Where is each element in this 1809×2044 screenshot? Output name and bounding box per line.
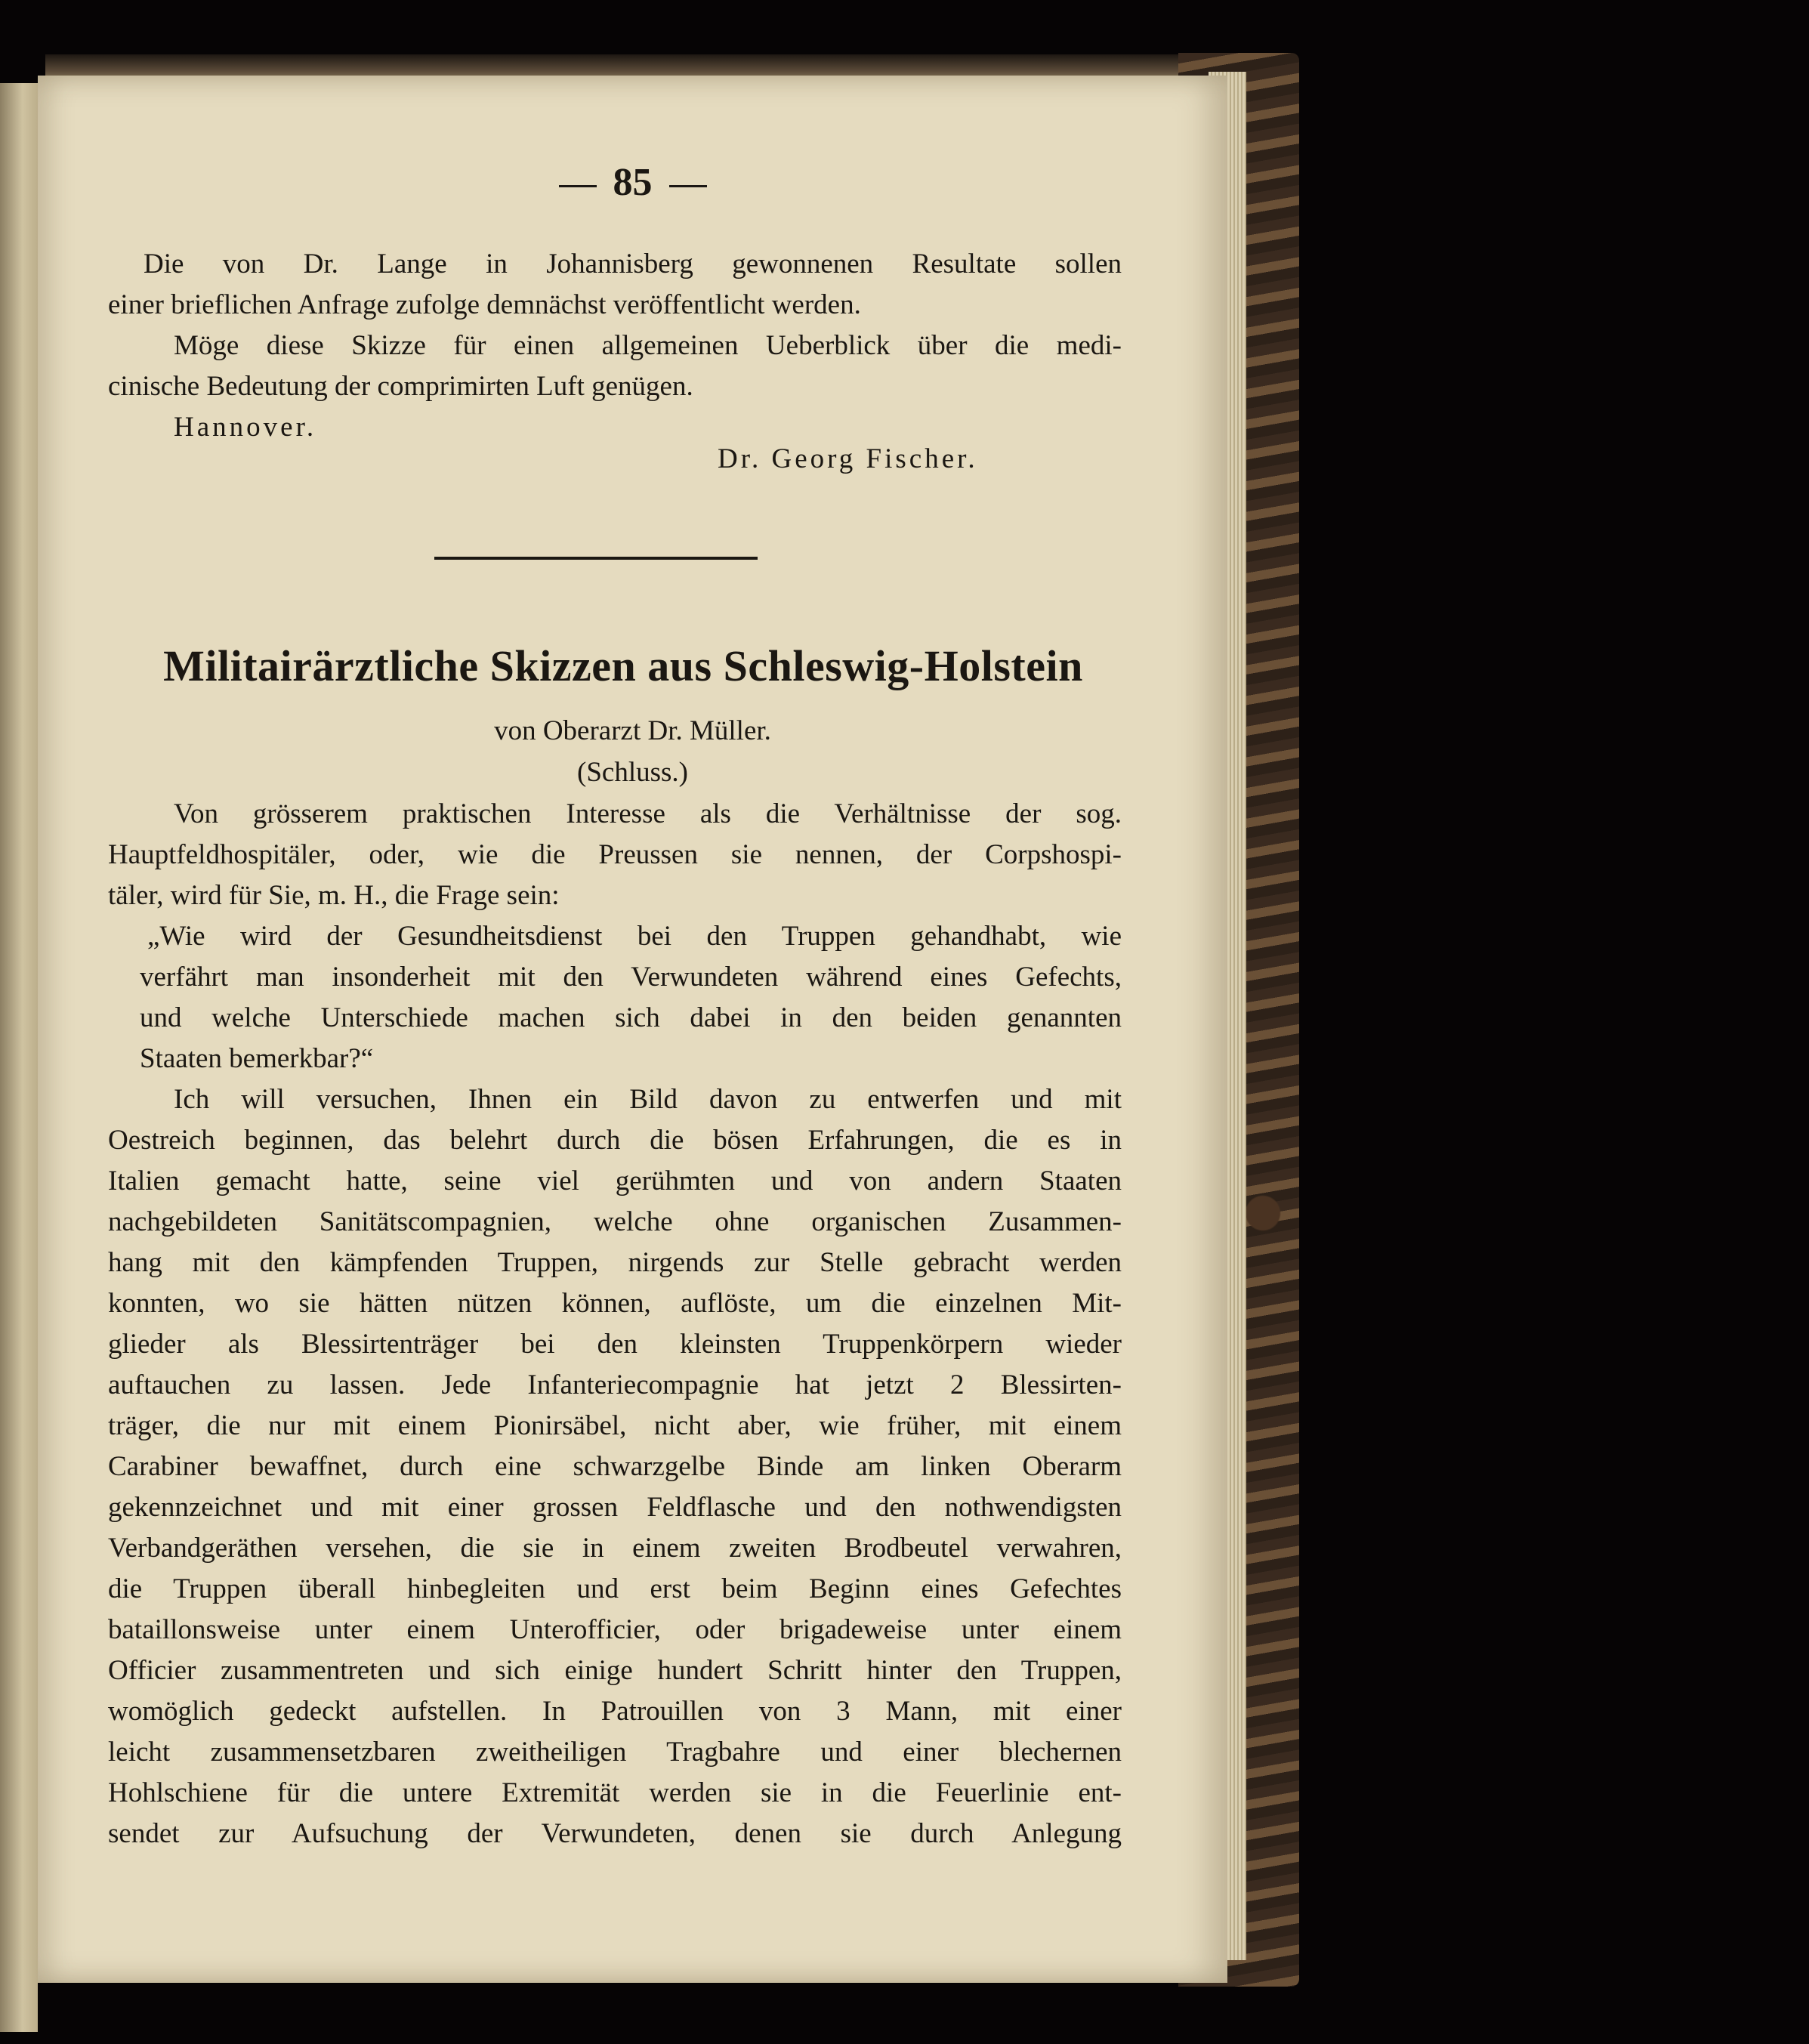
body-line: Staaten bemerkbar?“ — [140, 1043, 374, 1074]
body-line: Italien gemacht hatte, seine viel gerühmten und von andern Staaten — [108, 1166, 1122, 1196]
body-line: verfährt man insonderheit mit den Verwundeten während eines Gefechts, — [140, 962, 1122, 993]
intro-line: einer brieflichen Anfrage zufolge demnächst veröffentlicht werden. — [108, 289, 861, 320]
body-line: Officier zusammentreten und sich einige hundert Schritt hinter den Truppen, — [108, 1655, 1122, 1686]
body-line: sendet zur Aufsuchung der Verwundeten, denen sie durch Anlegung — [108, 1818, 1122, 1849]
intro-line: Die von Dr. Lange in Johannisberg gewonnenen Resultate sollen — [144, 249, 1122, 279]
header-dash-left — [559, 185, 597, 187]
body-line: Von grösserem praktischen Interesse als die Verhältnisse der sog. — [174, 798, 1122, 829]
body-line: bataillonsweise unter einem Unterofficier, oder brigadeweise unter einem — [108, 1614, 1122, 1645]
body-line: Verbandgeräthen versehen, die sie in einem zweiten Brodbeutel verwahren, — [108, 1533, 1122, 1564]
intro-line: cinische Bedeutung der comprimirten Luft genügen. — [108, 371, 693, 402]
header-dash-right — [669, 185, 707, 187]
page-header — [38, 160, 1227, 205]
signature-line: Dr. Georg Fischer. — [718, 443, 978, 474]
body-line: Ich will versuchen, Ihnen ein Bild davon zu entwerfen und mit — [174, 1084, 1122, 1115]
body-line: die Truppen überall hinbegleiten und erst beim Beginn eines Gefechtes — [108, 1573, 1122, 1604]
article-byline: von Oberarzt Dr. Müller. — [494, 715, 771, 746]
body-line: hang mit den kämpfenden Truppen, nirgends zur Stelle gebracht werden — [108, 1247, 1122, 1278]
body-line: und welche Unterschiede machen sich dabei in den beiden genannten — [140, 1002, 1122, 1033]
page-number: 85 — [613, 161, 653, 204]
body-line: träger, die nur mit einem Pionirsäbel, nicht aber, wie früher, mit einem — [108, 1410, 1122, 1441]
body-line: gekennzeichnet und mit einer grossen Feldflasche und den nothwendigsten — [108, 1492, 1122, 1523]
body-line: konnten, wo sie hätten nützen können, auflöste, um die einzelnen Mit- — [108, 1288, 1122, 1319]
body-line: Hauptfeldhospitäler, oder, wie die Preussen sie nennen, der Corpshospi- — [108, 839, 1122, 870]
section-rule — [434, 557, 758, 560]
article-note: (Schluss.) — [577, 757, 688, 788]
body-line: „Wie wird der Gesundheitsdienst bei den Truppen gehandhabt, wie — [147, 921, 1122, 952]
facing-page-edge — [0, 83, 38, 2032]
place-line: Hannover. — [174, 412, 317, 443]
body-line: glieder als Blessirtenträger bei den kleinsten Truppenkörpern wieder — [108, 1329, 1122, 1360]
body-line: auftauchen zu lassen. Jede Infanteriecompagnie hat jetzt 2 Blessirten- — [108, 1369, 1122, 1400]
book-page — [38, 76, 1227, 1983]
intro-line: Möge diese Skizze für einen allgemeinen Ueberblick über die medi- — [174, 330, 1122, 361]
body-line: Carabiner bewaffnet, durch eine schwarzgelbe Binde am linken Oberarm — [108, 1451, 1122, 1482]
article-title: Militairärztliche Skizzen aus Schleswig-Holstein — [163, 641, 1083, 690]
body-line: Hohlschiene für die untere Extremität werden sie in die Feuerlinie ent- — [108, 1777, 1122, 1808]
body-line: Oestreich beginnen, das belehrt durch die bösen Erfahrungen, die es in — [108, 1125, 1122, 1156]
body-line: täler, wird für Sie, m. H., die Frage sein: — [108, 880, 560, 911]
body-line: nachgebildeten Sanitätscompagnien, welche ohne organischen Zusammen- — [108, 1206, 1122, 1237]
body-line: leicht zusammensetzbaren zweitheiligen Tragbahre und einer blechernen — [108, 1737, 1122, 1768]
body-line: womöglich gedeckt aufstellen. In Patrouillen von 3 Mann, mit einer — [108, 1696, 1122, 1727]
